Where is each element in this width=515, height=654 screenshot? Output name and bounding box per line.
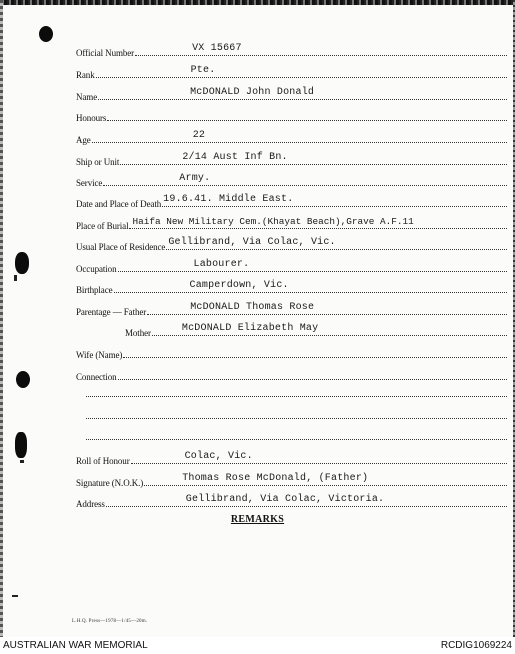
field-label: Parentage — Father	[76, 307, 147, 317]
scan-edge-top	[0, 0, 515, 5]
field-rank	[76, 64, 507, 80]
field-name	[76, 86, 507, 102]
field-value: VX 15667	[192, 43, 242, 54]
field-father	[76, 301, 507, 317]
field-ship-or-unit	[76, 151, 507, 167]
archive-footer	[0, 637, 515, 654]
field-value: Pte.	[190, 65, 216, 76]
blank-line	[86, 418, 507, 419]
field-honours	[76, 107, 507, 123]
field-value: Haifa New Military Cem.(Khayat Beach),Grave A.F.11	[132, 216, 414, 227]
field-label: Birthplace	[76, 285, 113, 295]
field-label: Occupation	[76, 264, 117, 274]
field-official-number	[76, 42, 507, 58]
field-date-place-death	[76, 193, 507, 209]
field-service	[76, 172, 507, 188]
field-label: Wife (Name)	[76, 350, 123, 360]
field-value: Army.	[179, 173, 211, 184]
punch-hole	[16, 371, 30, 388]
field-label: Connection	[76, 372, 117, 382]
field-birthplace	[76, 279, 507, 295]
field-label: Mother	[125, 328, 151, 338]
print-code: L.H.Q. Press—1978—1/45—20m.	[72, 619, 148, 624]
field-value: 22	[192, 130, 206, 141]
field-value: Camperdown, Vic.	[189, 280, 289, 291]
scan-speck	[14, 275, 17, 281]
field-label: Official Number	[76, 48, 135, 58]
field-label: Address	[76, 499, 105, 509]
field-age	[76, 129, 507, 145]
field-label: Service	[76, 178, 103, 188]
blank-line	[86, 439, 507, 440]
scan-speck	[12, 595, 18, 597]
scan-speck	[20, 460, 24, 463]
field-connection	[76, 366, 507, 382]
field-address	[76, 493, 507, 509]
field-label: Name	[76, 92, 98, 102]
field-label: Age	[76, 135, 91, 145]
remarks-heading: REMARKS	[230, 514, 285, 525]
field-value: Labourer.	[193, 259, 250, 270]
field-value: Gellibrand, Via Colac, Victoria.	[185, 494, 385, 505]
field-label: Usual Place of Residence	[76, 242, 166, 252]
punch-hole	[39, 26, 53, 42]
field-value: McDONALD John Donald	[190, 87, 315, 98]
field-label: Honours	[76, 113, 107, 123]
archive-name: AUSTRALIAN WAR MEMORIAL	[3, 640, 148, 651]
field-roll-of-honour	[76, 450, 507, 466]
punch-hole	[15, 252, 29, 274]
field-value: McDONALD Elizabeth May	[181, 323, 319, 334]
field-place-of-burial	[76, 215, 507, 231]
field-occupation	[76, 258, 507, 274]
field-wife	[76, 344, 507, 360]
field-value: 19.6.41. Middle East.	[163, 194, 294, 205]
field-value: Gellibrand, Via Colac, Vic.	[168, 237, 336, 248]
field-value: Colac, Vic.	[184, 451, 253, 462]
field-mother	[125, 322, 507, 338]
blank-line	[86, 396, 507, 397]
archive-reference: RCDIG1069224	[440, 640, 512, 651]
field-label: Rank	[76, 70, 95, 80]
field-signature-nok	[76, 472, 507, 488]
punch-hole	[15, 432, 27, 458]
field-value: 2/14 Aust Inf Bn.	[182, 152, 288, 163]
field-usual-residence	[76, 236, 507, 252]
field-label: Date and Place of Death	[76, 199, 162, 209]
field-label: Signature (N.O.K.)	[76, 478, 144, 488]
field-label: Ship or Unit	[76, 157, 120, 167]
field-label: Roll of Honour	[76, 456, 130, 466]
field-value: McDONALD Thomas Rose	[190, 302, 315, 313]
scan-edge-left	[0, 0, 3, 637]
field-label: Place of Burial	[76, 221, 129, 231]
field-value: Thomas Rose McDonald, (Father)	[182, 473, 369, 484]
